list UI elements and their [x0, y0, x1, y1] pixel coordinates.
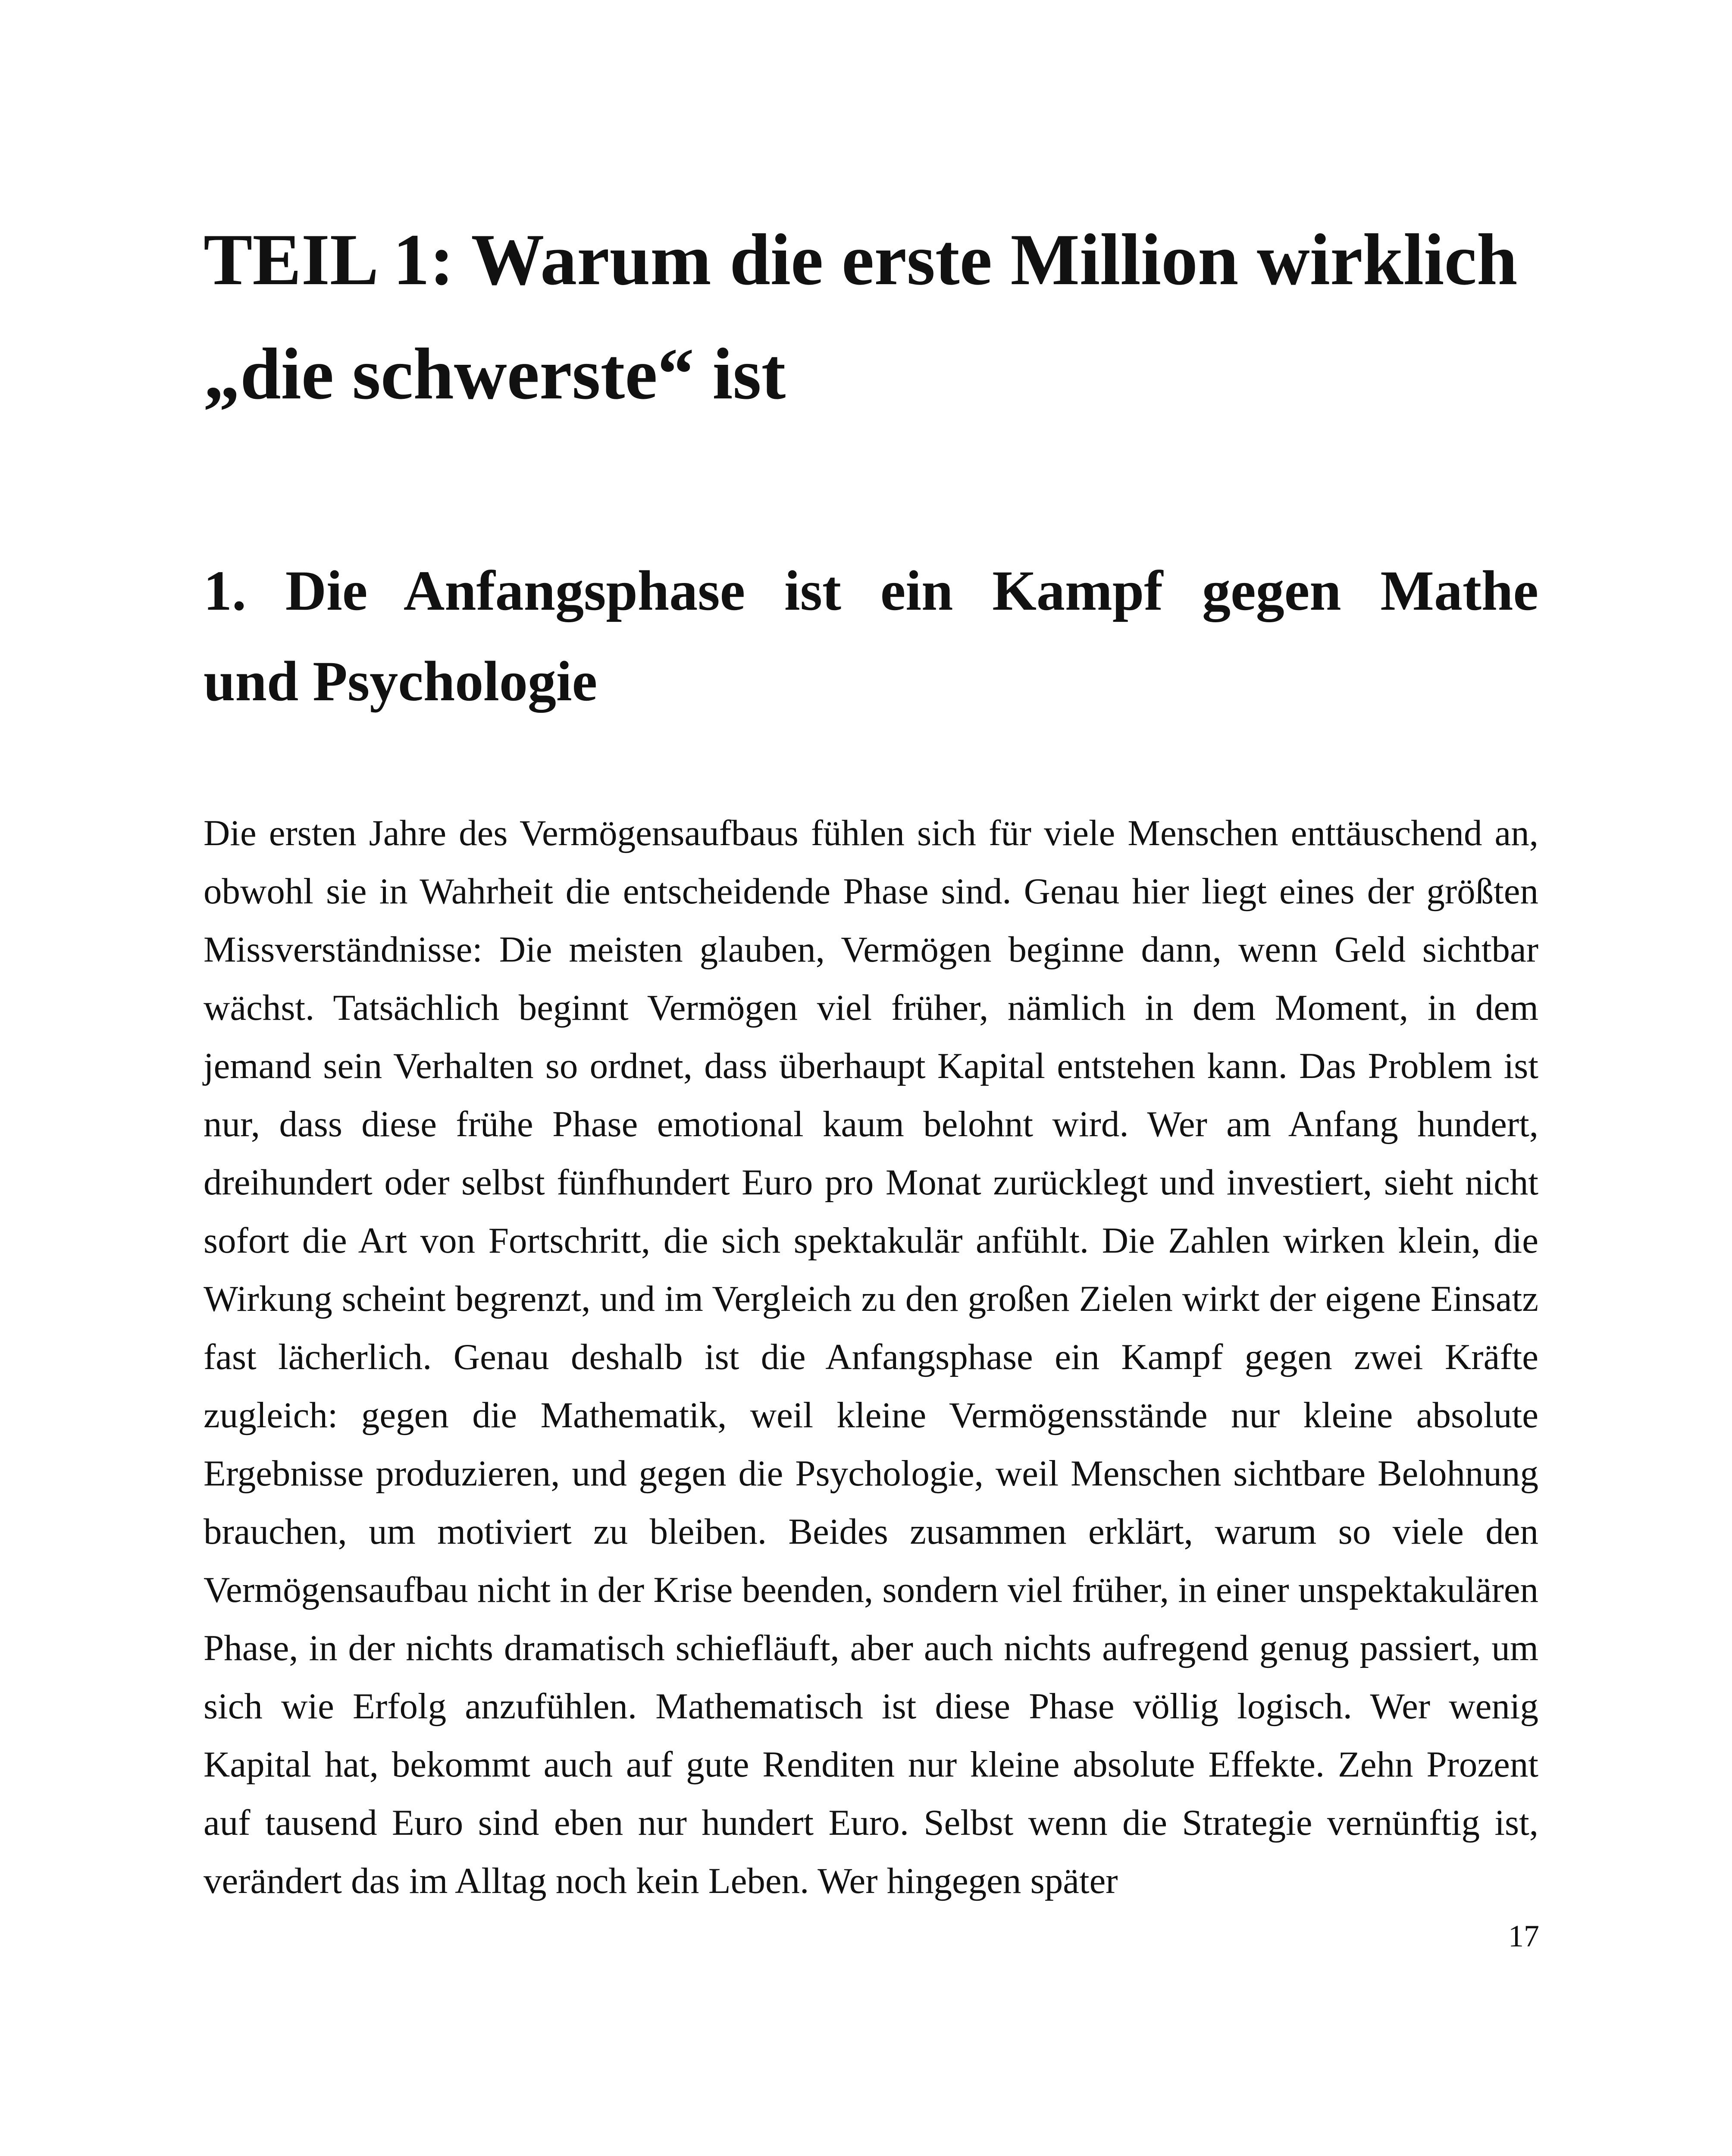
- chapter-title: [204, 545, 1538, 727]
- chapter-title-line-1: 1. Die Anfangsphase ist ein Kampf gegen Mathe: [204, 559, 1538, 622]
- page-content: [204, 203, 1538, 1910]
- chapter-title-line-2: und Psychologie: [204, 649, 598, 713]
- part-title: TEIL 1: Warum die erste Million wirklich „die schwerste“ ist: [204, 219, 1518, 414]
- body-paragraph: Die ersten Jahre des Vermögensaufbaus fühlen sich für viele Menschen enttäuschend an, obwohl sie in Wahrheit die entscheidende Phase sind. Genau hier liegt eines der größten Missverständnisse: Die meisten glauben, Vermögen beginne dann, wenn Geld sichtbar wächst. Tatsächlich beginnt Vermögen viel früher, nämlich in dem Moment, in dem jemand sein Verhalten so ordnet, dass überhaupt Kapital entstehen kann. Das Problem ist nur, dass diese frühe Phase emotional kaum belohnt wird. Wer am Anfang hundert, dreihundert oder selbst fünfhundert Euro pro Monat zurücklegt und investiert, sieht nicht sofort die Art von Fortschritt, die sich spektakulär anfühlt. Die Zahlen wirken klein, die Wirkung scheint begrenzt, und im Vergleich zu den großen Zielen wirkt der eigene Einsatz fast lächerlich. Genau deshalb ist die Anfangsphase ein Kampf gegen zwei Kräfte zugleich: gegen die Mathematik, weil kleine Vermögensstände nur kleine absolute Ergebnisse produzieren, und gegen die Psychologie, weil Menschen sichtbare Belohnung brauchen, um motiviert zu bleiben. Beides zusammen erklärt, warum so viele den Vermögensaufbau nicht in der Krise beenden, sondern viel früher, in einer unspektakulären Phase, in der nichts dramatisch schiefläuft, aber auch nichts aufregend genug passiert, um sich wie Erfolg anzufühlen. Mathematisch ist diese Phase völlig logisch. Wer wenig Kapital hat, bekommt auch auf gute Renditen nur kleine absolute Effekte. Zehn Prozent auf tausend Euro sind eben nur hundert Euro. Selbst wenn die Strategie vernünftig ist, verändert das im Alltag noch kein Leben. Wer hingegen später: [204, 813, 1538, 1901]
- page-number: 17: [1508, 1919, 1539, 1953]
